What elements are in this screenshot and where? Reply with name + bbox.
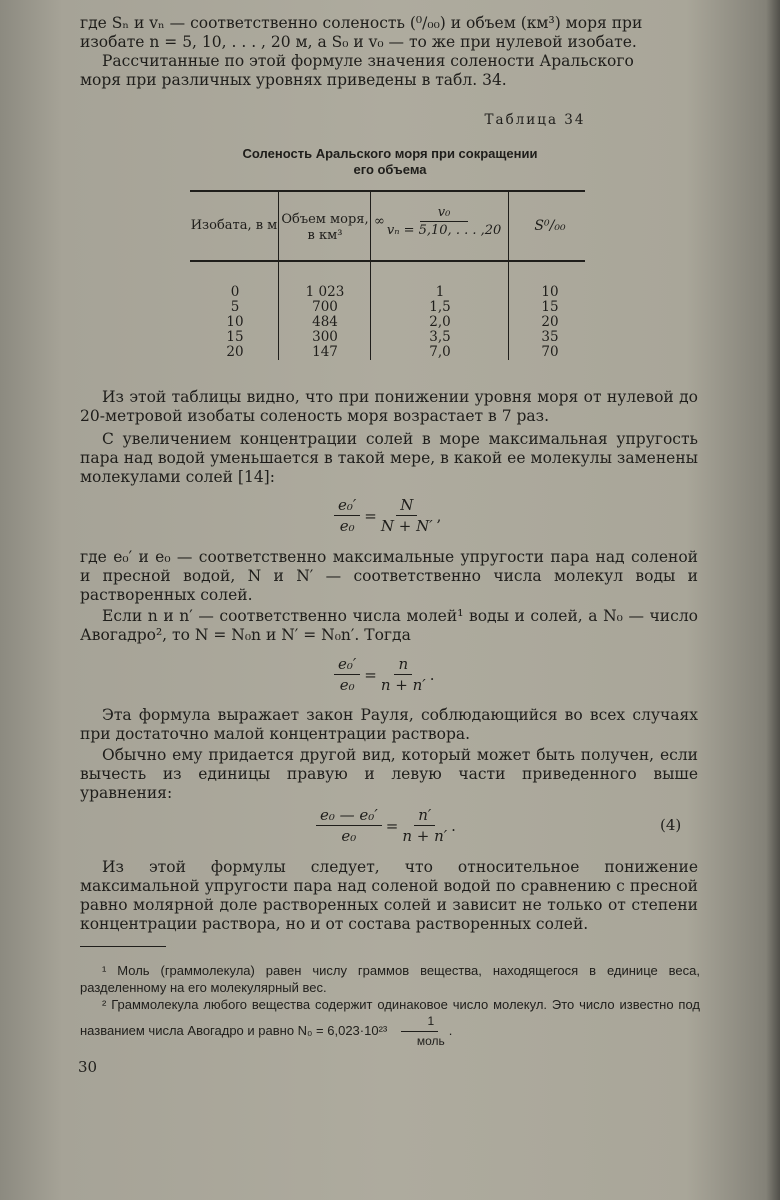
paragraph-raoult-law: Эта формула выражает закон Рауля, соблюдающийся во всех случаях при достаточно малой концентрации раствора. (80, 706, 698, 743)
table-row (190, 330, 590, 345)
cell-isobath: 20 (226, 344, 244, 360)
table-header-rule (190, 260, 585, 262)
header-ratio-numerator: v₀ (420, 205, 469, 222)
footnote-1: ¹ Моль (граммолекула) равен числу граммов вещества, находящегося в единице веса, разделенному на его молекулярный вес. (80, 963, 700, 995)
eq1-num-right: N (396, 496, 417, 516)
header-volume-line-1: Объем моря, (281, 212, 369, 227)
footnote-2-denominator: моль (416, 1034, 445, 1048)
table-top-rule (190, 190, 585, 192)
paragraph-vapor-pressure: С увеличением концентрации солей в море максимальная упругость пара над водой уменьшается в такой мере, в какой ее молекулы заменены молекулами солей [14]: (80, 430, 698, 486)
cell-ratio: 7,0 (429, 344, 451, 360)
table-row (190, 285, 590, 300)
equation-1 (330, 496, 441, 535)
eq3-equals: = (385, 816, 399, 835)
eq1-den-left: e₀ (339, 517, 355, 535)
eq2-den-left: e₀ (339, 676, 355, 694)
cell-salinity: 20 (541, 314, 559, 330)
cell-ratio: 2,0 (429, 314, 451, 330)
table-title (190, 146, 590, 178)
paragraph-conclusion: Из этой формулы следует, что относительное понижение максимальной упругости пара над соленой водой по сравнению с пресной равно молярной доле растворенных солей и зависит не только от степени концентрации раствора, но и от состава растворенных солей. (80, 858, 698, 933)
header-ratio-denominator: vₙ = 5,10, . . . ,20 (386, 223, 502, 238)
cell-volume: 700 (312, 299, 338, 315)
header-ratio-prefix: ∞ (374, 214, 385, 229)
cell-isobath: 15 (226, 329, 244, 345)
cell-salinity: 15 (541, 299, 559, 315)
header-salinity: S⁰/₀₀ (534, 218, 566, 234)
page-edge-shadow (766, 0, 780, 1200)
eq1-den-right: N + N′ (380, 517, 433, 535)
table-row (190, 315, 590, 330)
intro-line-4: моря при различных уровнях приведены в табл. 34. (80, 71, 507, 89)
cell-volume: 147 (312, 344, 338, 360)
cell-volume: 484 (312, 314, 338, 330)
cell-ratio: 1 (435, 284, 445, 300)
intro-line-3: Рассчитанные по этой формуле значения солености Аральского (102, 52, 634, 70)
header-volume (280, 212, 370, 244)
header-isobath: Изобата, в м (190, 218, 278, 233)
intro-line-1: где Sₙ и vₙ — соответственно соленость (⁰/₀₀) и объем (км³) моря при (80, 14, 643, 32)
eq2-den-right: n + n′ (380, 676, 426, 694)
header-ratio (374, 205, 506, 238)
eq2-num-right: n (394, 655, 412, 675)
equation-2 (330, 655, 435, 694)
paragraph-moles: Если n и n′ — соответственно числа молей¹ воды и солей, а N₀ — число Авогадро², то N = N₀n и N′ = N₀n′. Тогда (80, 607, 698, 644)
table-row (190, 300, 590, 315)
cell-isobath: 5 (230, 299, 240, 315)
eq3-num-left: e₀ — e₀′ (316, 806, 382, 826)
footnote-2-tail: . (448, 1022, 453, 1038)
cell-volume: 300 (312, 329, 338, 345)
eq1-tail: , (436, 506, 442, 525)
page-number: 30 (78, 1058, 98, 1076)
table-row (190, 345, 590, 360)
eq3-tail: . (451, 816, 456, 835)
table-body (190, 285, 590, 360)
footnote-2-text: ² Граммолекула любого вещества содержит одинаковое число молекул. Это число известно под названием числа Авогадро и равно N₀ = 6,023·10²³ (80, 997, 700, 1038)
eq1-num-left: e₀′ (334, 496, 360, 516)
table-title-line-2: его объема (353, 162, 427, 177)
eq3-den-right: n + n′ (402, 827, 448, 845)
equation-number: (4) (660, 816, 682, 834)
table-title-line-1: Соленость Аральского моря при сокращении (242, 146, 538, 161)
cell-volume: 1 023 (305, 284, 345, 300)
cell-isobath: 0 (230, 284, 240, 300)
eq2-tail: . (429, 665, 435, 684)
table-label: Таблица 34 (484, 112, 586, 128)
cell-salinity: 35 (541, 329, 559, 345)
paragraph-definitions: где e₀′ и e₀ — соответственно максимальные упругости пара над соленой и пресной водой, N и N′ — соответственно числа молекул воды и растворенных солей. (80, 548, 698, 604)
footnote-2 (80, 996, 700, 1050)
footnote-separator (80, 946, 166, 947)
cell-ratio: 3,5 (429, 329, 451, 345)
cell-salinity: 70 (541, 344, 559, 360)
eq3-den-left: e₀ (341, 827, 357, 845)
cell-isobath: 10 (226, 314, 244, 330)
equation-3 (312, 806, 456, 845)
footnote-2-numerator: 1 (401, 1013, 438, 1032)
paragraph-other-form: Обычно ему придается другой вид, который может быть получен, если вычесть из единицы правую и левую части приведенного выше уравнения: (80, 746, 698, 802)
cell-salinity: 10 (541, 284, 559, 300)
header-volume-line-2: в км³ (307, 228, 343, 243)
eq2-equals: = (364, 665, 377, 684)
eq3-num-right: n′ (414, 806, 435, 826)
intro-paragraph (80, 14, 698, 90)
intro-line-2: изобате n = 5, 10, . . . , 20 м, а S₀ и v₀ — то же при нулевой изобате. (80, 33, 637, 51)
eq2-num-left: e₀′ (334, 655, 360, 675)
eq1-equals: = (364, 506, 377, 525)
cell-ratio: 1,5 (429, 299, 451, 315)
paragraph-table-conclusion: Из этой таблицы видно, что при понижении уровня моря от нулевой до 20-метровой изобаты соленость моря возрастает в 7 раз. (80, 388, 698, 425)
